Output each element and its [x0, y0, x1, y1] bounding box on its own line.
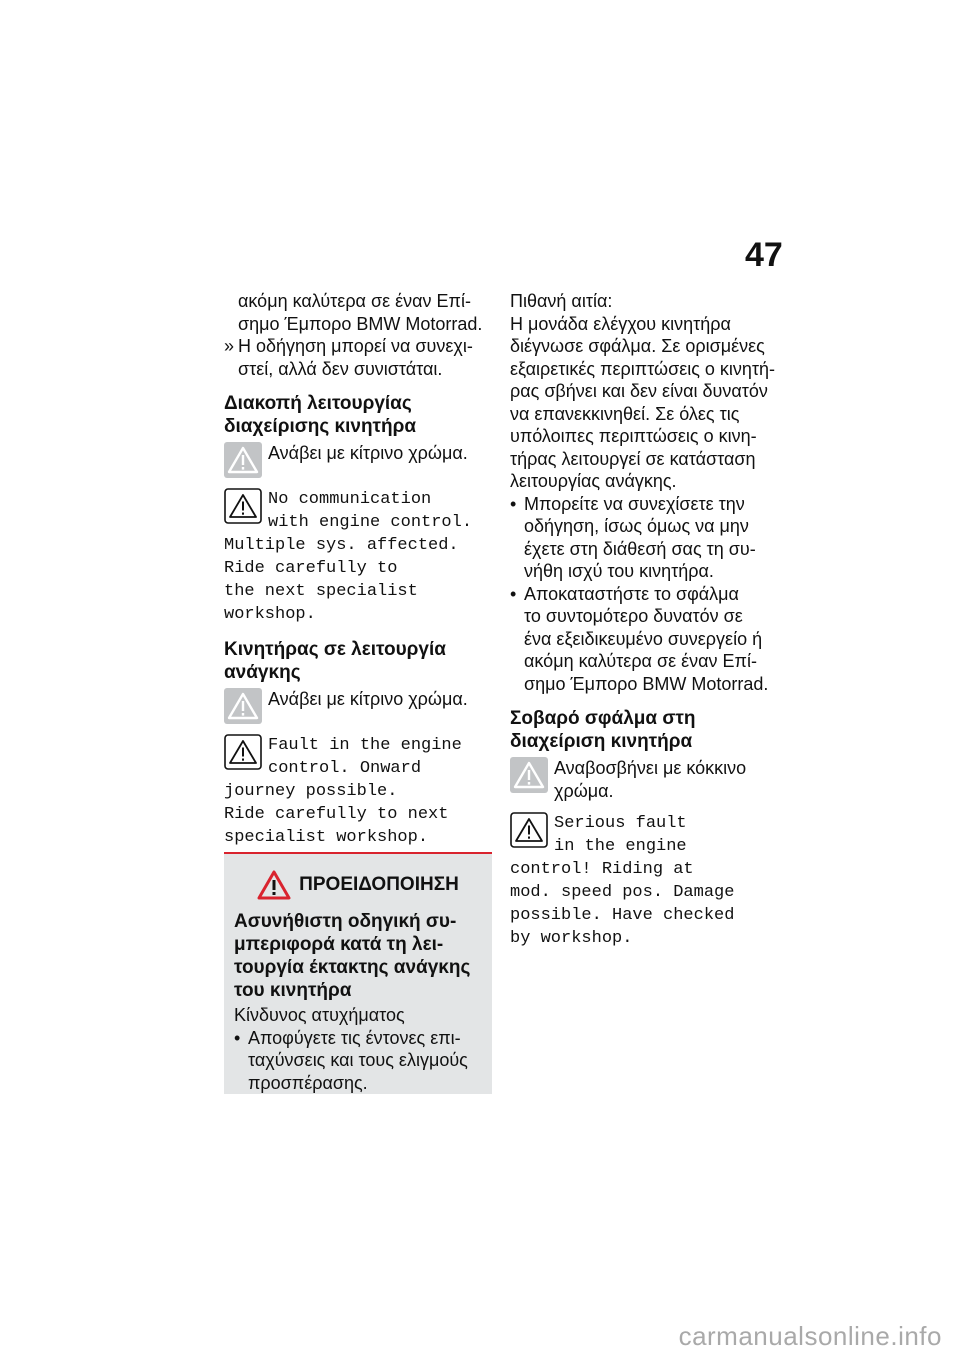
bullet-line: νήθη ισχύ του κινητήρα.: [524, 561, 714, 581]
warning-display-icon: [224, 488, 262, 524]
bullet-line: ένα εξειδικευμένο συνεργείο ή: [524, 628, 763, 649]
heading-line: του κινητήρα: [234, 980, 352, 1001]
heading-line: Διακοπή λειτουργίας: [224, 393, 412, 414]
message-line: specialist workshop.: [224, 828, 429, 847]
display-message: [224, 734, 494, 849]
message-line: workshop.: [224, 605, 316, 624]
warning-box: [224, 852, 492, 1094]
warning-display-icon: [224, 734, 262, 770]
heading-line: τουργία έκτακτης ανάγκης: [234, 957, 471, 978]
bullet-line: Μπορείτε να συνεχίσετε την: [524, 493, 745, 514]
message-line: Serious fault: [554, 814, 687, 833]
page-number: 47: [745, 236, 783, 274]
right-column: [510, 290, 780, 950]
display-message: [510, 812, 780, 950]
intro-bullet: [224, 335, 494, 380]
bullet-mark: »: [224, 336, 235, 356]
warning-lamp-icon: [224, 442, 262, 478]
message-line: Multiple sys. affected.: [224, 536, 459, 555]
cause-line: ρας σβήνει και δεν είναι δυνατόν: [510, 381, 768, 401]
heading-line: Ασυνήθιστη οδηγική συ-: [234, 911, 457, 932]
message-line: control. Onward: [268, 759, 422, 778]
lamp-text: Ανάβει με κίτρινο χρώμα.: [268, 443, 468, 463]
list-item: [510, 583, 780, 696]
intro-line: σημο Έμπορο BMW Motorrad.: [238, 313, 483, 334]
cause-line: διέγνωσε σφάλμα. Σε ορισμένες: [510, 336, 765, 356]
cause-line: να επανεκκινηθεί. Σε όλες τις: [510, 403, 740, 424]
bullet-mark: •: [510, 493, 517, 514]
bullet-line: ταχύνσεις και τους ελιγμούς: [248, 1050, 468, 1070]
cause-line: υπόλοιπες περιπτώσεις ο κινη-: [510, 426, 757, 446]
message-line: No communication: [268, 490, 432, 509]
section-heading: [510, 707, 780, 753]
list-item: [510, 493, 780, 583]
message-line: by workshop.: [510, 929, 633, 948]
heading-line: ανάγκης: [224, 662, 301, 683]
lamp-row: [510, 757, 780, 802]
warning-lamp-icon: [224, 688, 262, 724]
lamp-text: Ανάβει με κίτρινο χρώμα.: [268, 689, 468, 709]
message-line: control! Riding at: [510, 860, 694, 879]
lamp-row: [224, 442, 494, 478]
bullet-line: σημο Έμπορο BMW Motorrad.: [524, 673, 769, 694]
warning-bullet: [234, 1027, 482, 1095]
bullet-line: ακόμη καλύτερα σε έναν Επί-: [524, 651, 757, 671]
lamp-row: [224, 688, 494, 724]
cause-line: τήρας λειτουργεί σε κατάσταση: [510, 448, 756, 469]
left-column: [224, 290, 494, 849]
bullet-line: Αποκαταστήστε το σφάλμα: [524, 583, 739, 604]
cause-line: λειτουργίας ανάγκης.: [510, 471, 677, 491]
warning-subtitle: Κίνδυνος ατυχήματος: [234, 1005, 405, 1025]
intro-bullet-line: Η οδήγηση μπορεί να συνεχι-: [238, 336, 473, 356]
message-line: with engine control.: [268, 513, 473, 532]
message-line: Ride carefully to: [224, 559, 398, 578]
message-line: Ride carefully to next: [224, 805, 449, 824]
message-line: in the engine: [554, 837, 687, 856]
warning-lamp-icon: [510, 757, 548, 793]
bullet-line: το συντομότερο δυνατόν σε: [524, 606, 743, 626]
lamp-text: χρώμα.: [554, 780, 614, 801]
lamp-text: Αναβοσβήνει με κόκκινο: [554, 758, 747, 778]
intro-line: ακόμη καλύτερα σε έναν Επί-: [238, 291, 471, 311]
display-message: [224, 488, 494, 626]
intro-bullet-line: στεί, αλλά δεν συνιστάται.: [238, 358, 443, 379]
heading-line: Κινητήρας σε λειτουργία: [224, 639, 446, 660]
message-line: mod. speed pos. Damage: [510, 883, 735, 902]
section-heading: [224, 392, 494, 438]
bullet-line: Αποφύγετε τις έντονες επι-: [248, 1027, 461, 1048]
cause-label: Πιθανή αιτία:: [510, 291, 613, 311]
heading-line: μπεριφορά κατά τη λει-: [234, 934, 444, 955]
warning-triangle-icon: [257, 870, 291, 900]
heading-line: διαχείρισης κινητήρα: [224, 416, 417, 437]
warning-title: ΠΡΟΕΙΔΟΠΟΙΗΣΗ: [299, 874, 459, 895]
bullet-line: έχετε στη διάθεσή σας τη συ-: [524, 538, 756, 559]
message-line: possible. Have checked: [510, 906, 735, 925]
bullet-line: προσπέρασης.: [248, 1072, 368, 1093]
section-heading: [224, 638, 494, 684]
message-line: Fault in the engine: [268, 736, 462, 755]
cause-line: εξαιρετικές περιπτώσεις ο κινητή-: [510, 358, 776, 379]
heading-line: Σοβαρό σφάλμα στη: [510, 708, 696, 729]
footer-watermark: carmanualsonline.info: [678, 1321, 942, 1351]
heading-line: διαχείριση κινητήρα: [510, 731, 693, 752]
message-line: journey possible.: [224, 782, 398, 801]
warning-title-row: [234, 870, 482, 900]
warning-display-icon: [510, 812, 548, 848]
message-line: the next specialist: [224, 582, 418, 601]
bullet-line: οδήγηση, ίσως όμως να μην: [524, 516, 749, 536]
cause-line: Η μονάδα ελέγχου κινητήρα: [510, 313, 731, 334]
bullet-mark: •: [234, 1027, 241, 1048]
bullet-mark: •: [510, 583, 517, 604]
warning-heading: [234, 910, 482, 1002]
